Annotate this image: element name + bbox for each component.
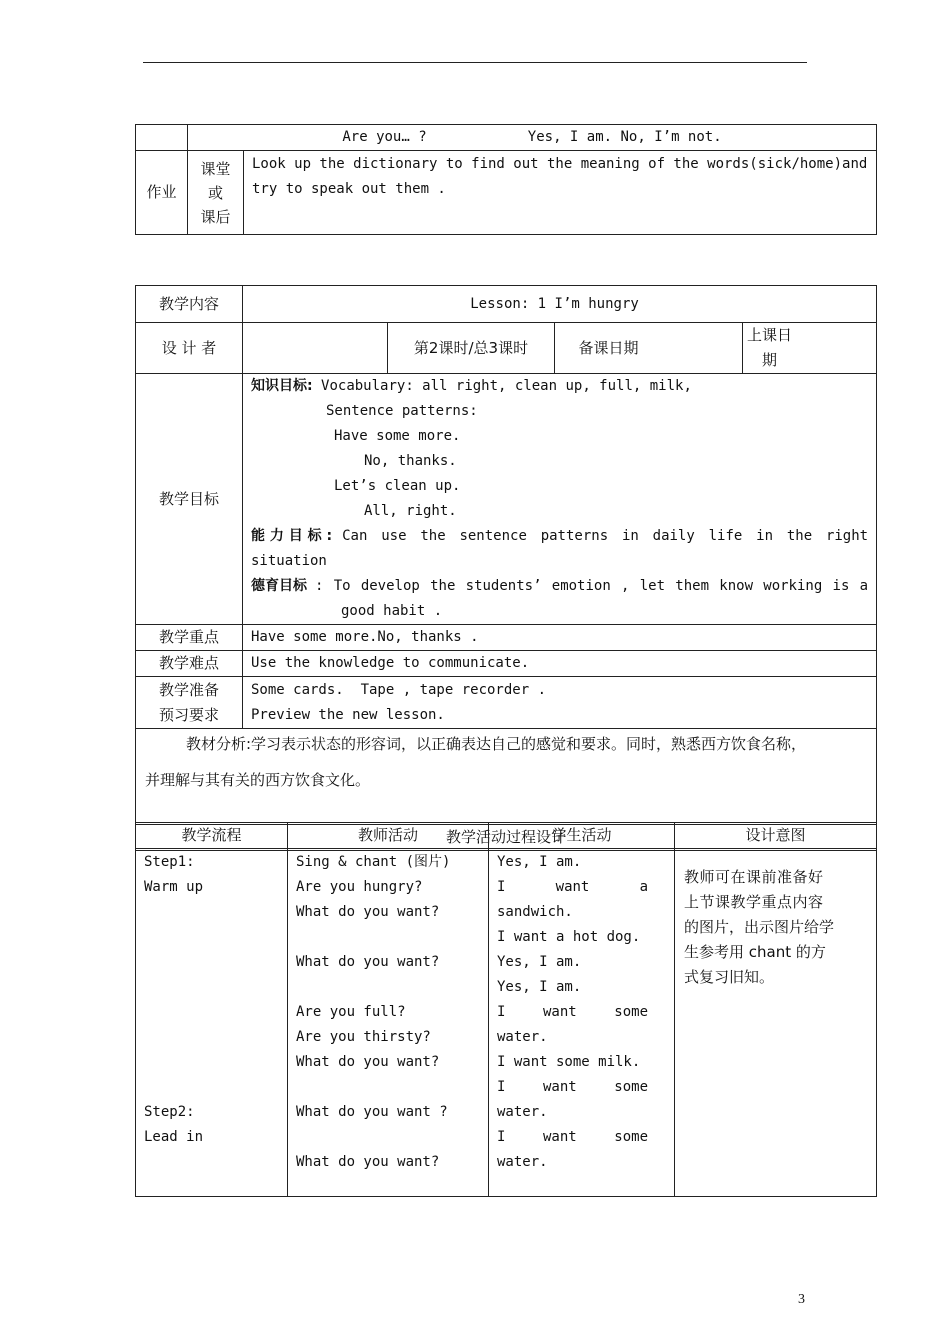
homework-content: Look up the dictionary to find out the meaning of the words(sick/home)and try to speak out them . bbox=[244, 151, 877, 235]
content-label: 教学内容 bbox=[136, 286, 243, 323]
analysis-cell bbox=[136, 729, 877, 825]
homework-label: 作业 bbox=[136, 151, 188, 235]
homework-table bbox=[135, 124, 877, 235]
page-number: 3 bbox=[798, 1292, 805, 1307]
student-cell: Yes, I am. I want a sandwich. I want a hot dog. Yes, I am. Yes, I am. I want some water. I want some milk. I want some water. I want some water. bbox=[489, 849, 675, 1197]
moral-title: 德育目标 bbox=[251, 578, 307, 594]
knowledge-title: 知识目标: bbox=[251, 378, 313, 394]
header-flow: 教学流程 bbox=[136, 823, 288, 849]
goals-content: 知识目标: Vocabulary: all right, clean up, full, milk, Sentence patterns: Have some more. No, thanks. Let’s clean up. All, right. 能 力 目 标 : Can use the sentence patterns in daily life in the right situation 德育目标 : To develop the students’ emotion , let them know working is a good habit . bbox=[243, 374, 877, 625]
difficulty-label: 教学难点 bbox=[136, 651, 243, 677]
ability-title: 能 力 目 标 : bbox=[251, 528, 333, 544]
knowledge-text: Vocabulary: all right, clean up, full, milk, bbox=[312, 378, 692, 394]
content-value: Lesson: 1 I’m hungry bbox=[243, 286, 877, 323]
designer-label: 设 计 者 bbox=[136, 323, 243, 374]
class-date-label: 上课日期 bbox=[743, 323, 877, 374]
intent-cell: 教师可在课前准备好 上节课教学重点内容 的图片，出示图片给学 生参考用 chant 的方 式复习旧知。 bbox=[675, 849, 877, 1197]
prep-date-label: 备课日期 bbox=[555, 323, 743, 374]
ability-line1: Can use the sentence patterns in daily life in the right bbox=[342, 528, 869, 544]
header-rule bbox=[143, 62, 807, 63]
header-teacher: 教师活动 bbox=[288, 823, 489, 849]
prep-label: 教学准备 预习要求 bbox=[136, 677, 243, 729]
period-cell: 第2课时/总3课时 bbox=[388, 323, 555, 374]
moral-line2: good habit . bbox=[341, 603, 443, 619]
prep-value: Some cards. Tape , tape recorder . Preview the new lesson. bbox=[243, 677, 877, 729]
flow-cell: Step1: Warm up Step2: Lead in bbox=[136, 849, 288, 1197]
analysis-line2: 并理解与其有关的西方饮食文化。 bbox=[145, 771, 371, 789]
header-intent: 设计意图 bbox=[675, 823, 877, 849]
homework-top-line: Are you… ? Yes, I am. No, I’m not. bbox=[188, 125, 877, 151]
header-student: 学生活动 bbox=[489, 823, 675, 849]
ability-line2: situation bbox=[251, 553, 327, 569]
teacher-cell: Sing & chant (图片) Are you hungry? What do you want? What do you want? Are you full? Are you thirsty? What do you want? What do you want ? What do you want? bbox=[288, 849, 489, 1197]
process-table bbox=[135, 822, 877, 1197]
moral-line1: : To develop the students’ emotion , let them know working is a bbox=[315, 578, 869, 594]
analysis-line1: 教材分析:学习表示状态的形容词，以正确表达自己的感觉和要求。同时，熟悉西方饮食名称， bbox=[186, 735, 807, 753]
process-title: 教学活动过程设计 bbox=[136, 825, 877, 851]
homework-sublabel: 课堂 或 课后 bbox=[188, 151, 244, 235]
designer-value bbox=[243, 323, 388, 374]
lesson-table bbox=[135, 285, 877, 851]
key-value: Have some more.No, thanks . bbox=[243, 625, 877, 651]
key-label: 教学重点 bbox=[136, 625, 243, 651]
goals-label: 教学目标 bbox=[136, 374, 243, 625]
difficulty-value: Use the knowledge to communicate. bbox=[243, 651, 877, 677]
